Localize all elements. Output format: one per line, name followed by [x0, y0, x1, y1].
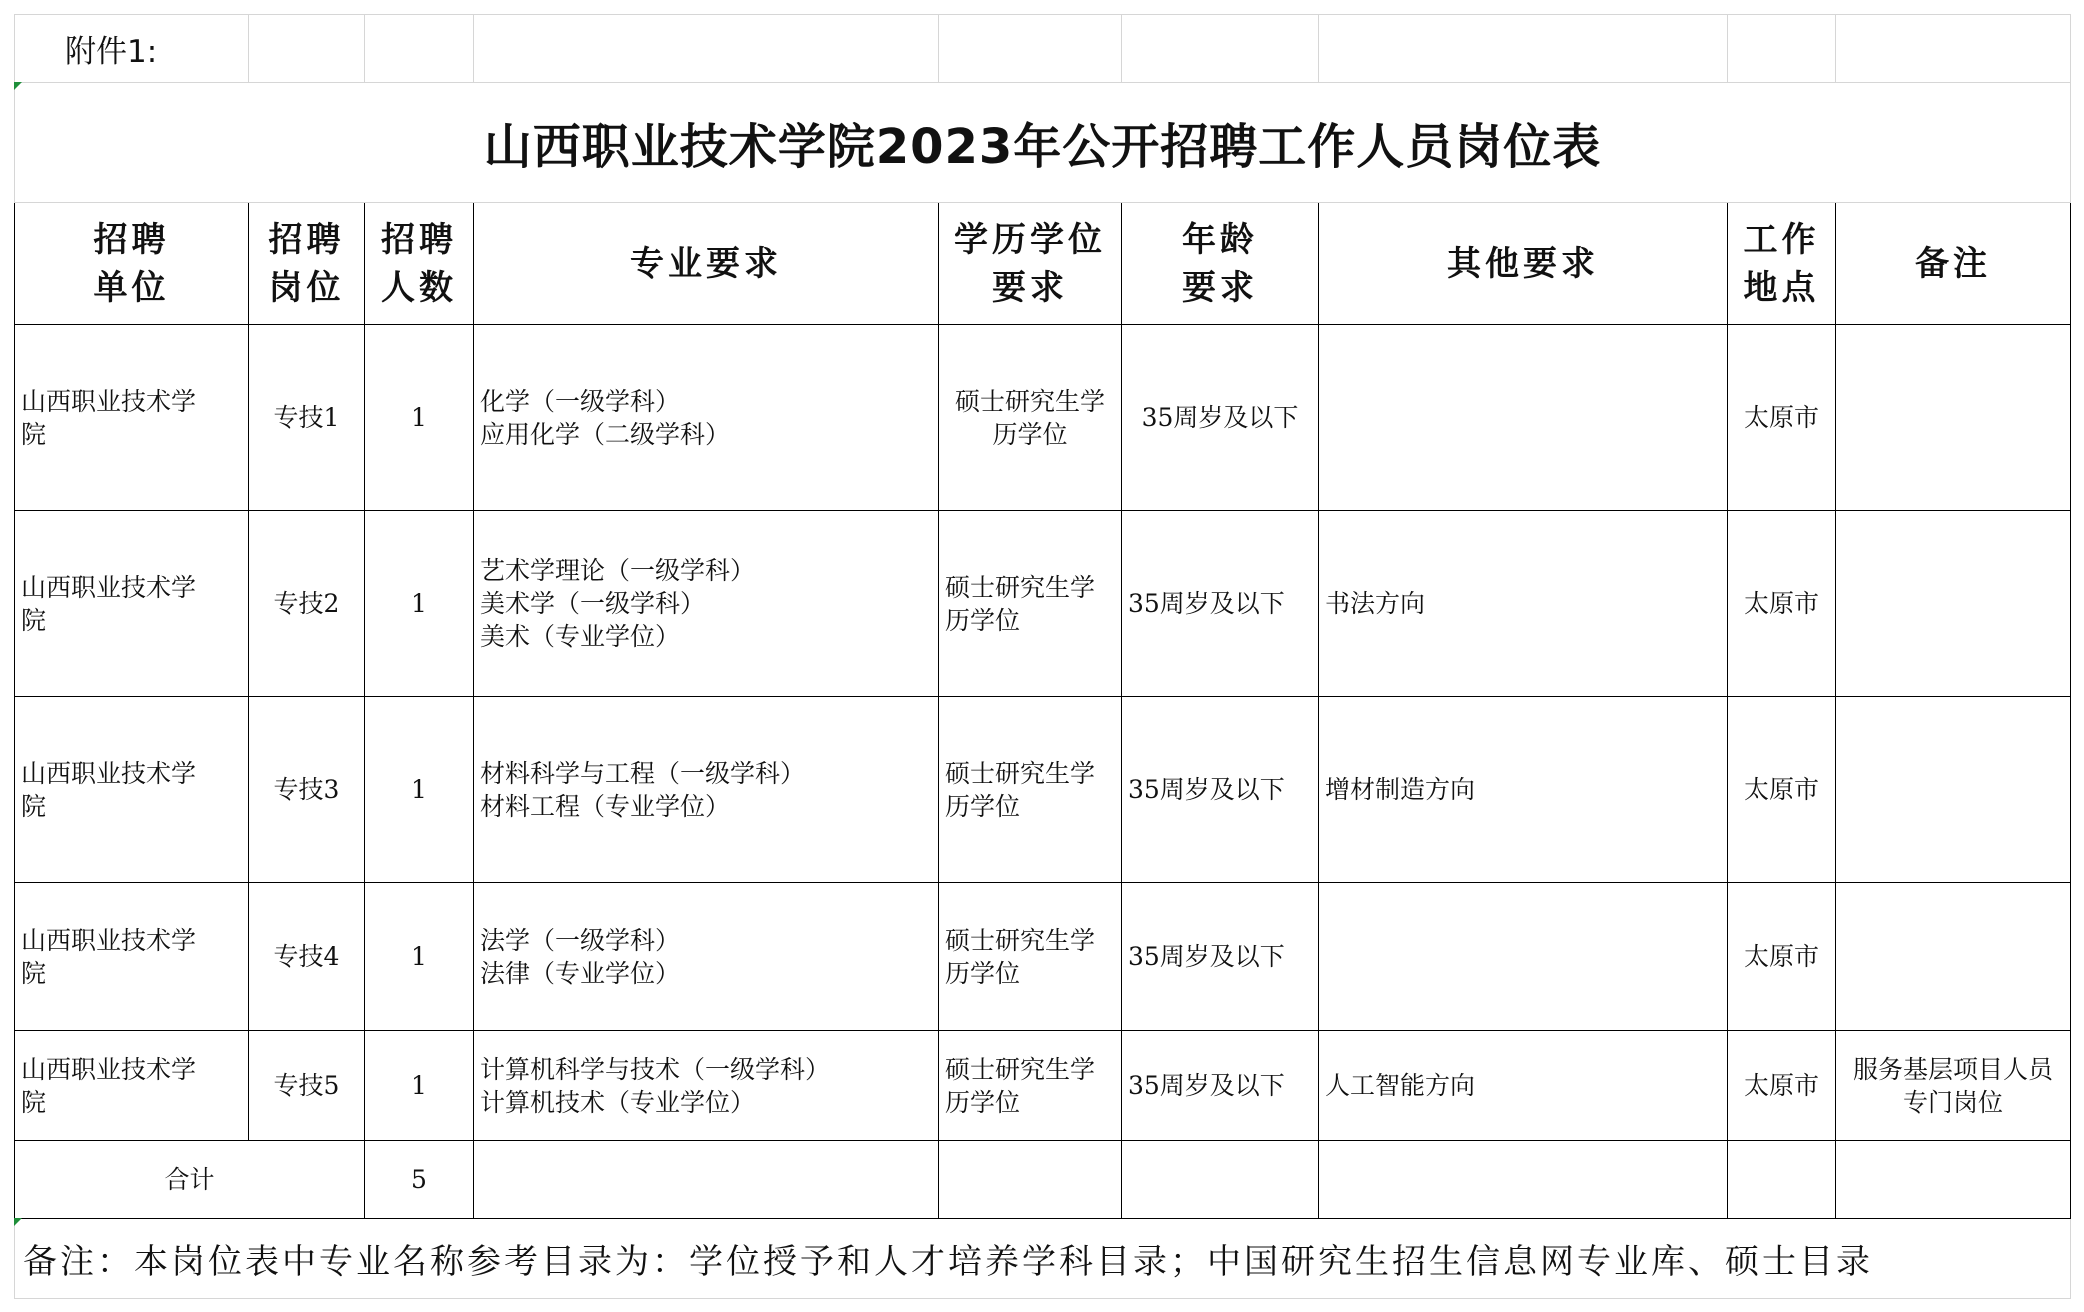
empty-cell — [939, 1141, 1122, 1219]
degree-cell: 硕士研究生学 历学位 — [939, 697, 1122, 883]
unit-cell: 山西职业技术学 院 — [15, 883, 249, 1031]
post-cell: 专技4 — [249, 883, 365, 1031]
location-cell: 太原市 — [1728, 511, 1836, 697]
footnote: 备注：本岗位表中专业名称参考目录为：学位授予和人才培养学科目录；中国研究生招生信息网专业库、硕士目录 — [15, 1219, 2071, 1299]
table-row — [15, 697, 2071, 883]
empty-cell — [1122, 15, 1319, 83]
age-cell: 35周岁及以下 — [1122, 511, 1319, 697]
other-cell — [1319, 883, 1728, 1031]
location-cell: 太原市 — [1728, 697, 1836, 883]
title-row — [15, 83, 2071, 203]
age-cell: 35周岁及以下 — [1122, 883, 1319, 1031]
table-row — [15, 1031, 2071, 1141]
header-degree: 学历学位 要求 — [939, 203, 1122, 325]
count-cell: 1 — [365, 883, 474, 1031]
unit-cell: 山西职业技术学 院 — [15, 1031, 249, 1141]
remark-cell: 服务基层项目人员 专门岗位 — [1836, 1031, 2071, 1141]
comment-marker-icon — [14, 1218, 22, 1226]
major-cell: 艺术学理论（一级学科） 美术学（一级学科） 美术（专业学位） — [474, 511, 939, 697]
age-cell: 35周岁及以下 — [1122, 325, 1319, 511]
header-count: 招聘 人数 — [365, 203, 474, 325]
attachment-row — [15, 15, 2071, 83]
remark-cell — [1836, 697, 2071, 883]
age-cell: 35周岁及以下 — [1122, 697, 1319, 883]
location-cell: 太原市 — [1728, 1031, 1836, 1141]
attachment-label: 附件1: — [15, 15, 249, 83]
remark-cell — [1836, 325, 2071, 511]
degree-cell: 硕士研究生学 历学位 — [939, 325, 1122, 511]
unit-cell: 山西职业技术学 院 — [15, 697, 249, 883]
recruitment-table — [14, 14, 2071, 1299]
count-cell: 1 — [365, 511, 474, 697]
location-cell: 太原市 — [1728, 325, 1836, 511]
header-remark: 备注 — [1836, 203, 2071, 325]
other-cell — [1319, 325, 1728, 511]
empty-cell — [939, 15, 1122, 83]
spreadsheet — [14, 14, 2070, 1298]
count-cell: 1 — [365, 697, 474, 883]
empty-cell — [1728, 1141, 1836, 1219]
empty-cell — [365, 15, 474, 83]
count-cell: 1 — [365, 1031, 474, 1141]
degree-cell: 硕士研究生学 历学位 — [939, 1031, 1122, 1141]
major-cell: 计算机科学与技术（一级学科） 计算机技术（专业学位） — [474, 1031, 939, 1141]
degree-cell: 硕士研究生学 历学位 — [939, 511, 1122, 697]
comment-marker-icon — [14, 82, 22, 90]
header-row — [15, 203, 2071, 325]
other-cell: 书法方向 — [1319, 511, 1728, 697]
header-unit: 招聘 单位 — [15, 203, 249, 325]
other-cell: 增材制造方向 — [1319, 697, 1728, 883]
major-cell: 材料科学与工程（一级学科） 材料工程（专业学位） — [474, 697, 939, 883]
total-row — [15, 1141, 2071, 1219]
empty-cell — [474, 1141, 939, 1219]
other-cell: 人工智能方向 — [1319, 1031, 1728, 1141]
empty-cell — [1728, 15, 1836, 83]
post-cell: 专技1 — [249, 325, 365, 511]
location-cell: 太原市 — [1728, 883, 1836, 1031]
unit-cell: 山西职业技术学 院 — [15, 511, 249, 697]
major-cell: 化学（一级学科） 应用化学（二级学科） — [474, 325, 939, 511]
age-cell: 35周岁及以下 — [1122, 1031, 1319, 1141]
count-cell: 1 — [365, 325, 474, 511]
post-cell: 专技5 — [249, 1031, 365, 1141]
empty-cell — [474, 15, 939, 83]
empty-cell — [1122, 1141, 1319, 1219]
post-cell: 专技3 — [249, 697, 365, 883]
empty-cell — [1836, 1141, 2071, 1219]
post-cell: 专技2 — [249, 511, 365, 697]
empty-cell — [1319, 15, 1728, 83]
total-label: 合计 — [15, 1141, 365, 1219]
unit-cell: 山西职业技术学 院 — [15, 325, 249, 511]
table-row — [15, 511, 2071, 697]
note-row — [15, 1219, 2071, 1299]
degree-cell: 硕士研究生学 历学位 — [939, 883, 1122, 1031]
major-cell: 法学（一级学科） 法律（专业学位） — [474, 883, 939, 1031]
page-title: 山西职业技术学院2023年公开招聘工作人员岗位表 — [15, 83, 2071, 203]
empty-cell — [249, 15, 365, 83]
empty-cell — [1319, 1141, 1728, 1219]
header-location: 工作 地点 — [1728, 203, 1836, 325]
total-count: 5 — [365, 1141, 474, 1219]
header-other: 其他要求 — [1319, 203, 1728, 325]
table-row — [15, 883, 2071, 1031]
header-age: 年龄 要求 — [1122, 203, 1319, 325]
remark-cell — [1836, 883, 2071, 1031]
empty-cell — [1836, 15, 2071, 83]
table-row — [15, 325, 2071, 511]
header-major: 专业要求 — [474, 203, 939, 325]
remark-cell — [1836, 511, 2071, 697]
header-post: 招聘 岗位 — [249, 203, 365, 325]
